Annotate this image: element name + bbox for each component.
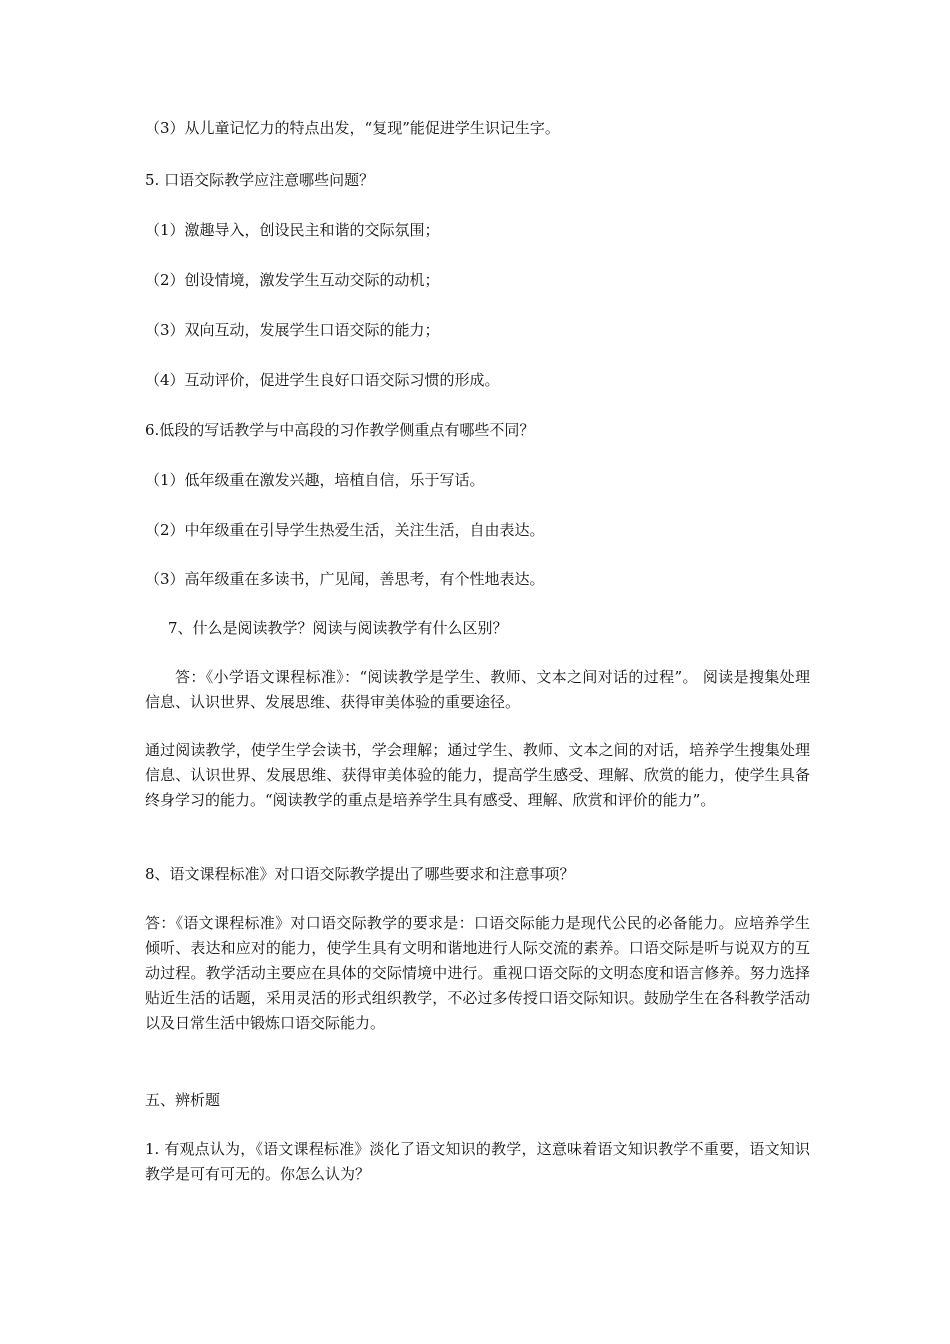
section-5-heading: 五、辨析题 — [145, 1091, 221, 1109]
question-5: 5. 口语交际教学应注意哪些问题？ — [145, 171, 375, 189]
question-8: 8、语文课程标准》对口语交际教学提出了哪些要求和注意事项？ — [145, 865, 575, 883]
answer-6-item-3: （3）高年级重在多读书，广见闻，善思考，有个性地表达。 — [145, 570, 545, 588]
question-7: 7、什么是阅读教学？阅读与阅读教学有什么区别？ — [168, 619, 508, 637]
answer-7-part-2: 通过阅读教学，使学生学会读书，学会理解；通过学生、教师、文本之间的对话，培养学生搜集处理信息、认识世界、发展思维、获得审美体验的能力，提高学生感受、理解、欣赏的能力，使学生具备终身学习的能力。“阅读教学的重点是培养学生具有感受、理解、欣赏和评价的能力”。 — [145, 741, 810, 809]
answer-5-item-2: （2）创设情境，激发学生互动交际的动机； — [145, 271, 440, 289]
analysis-question-1: 1. 有观点认为，《语文课程标准》淡化了语文知识的教学，这意味着语文知识教学不重要，语文知识教学是可有可无的。你怎么认为？ — [145, 1140, 810, 1183]
memory-point-3: （3）从儿童记忆力的特点出发，“复现”能促进学生识记生字。 — [145, 119, 560, 137]
answer-5-item-4: （4）互动评价，促进学生良好口语交际习惯的形成。 — [145, 371, 500, 389]
answer-5-item-1: （1）激趣导入，创设民主和谐的交际氛围； — [145, 221, 440, 239]
answer-8: 答：《语文课程标准》对口语交际教学的要求是：口语交际能力是现代公民的必备能力。应培养学生倾听、表达和应对的能力，使学生具有文明和谐地进行人际交流的素养。口语交际是听与说双方的互动过程。教学活动主要应在具体的交际情境中进行。重视口语交际的文明态度和语言修养。努力选择贴近生活的话题，采用灵活的形式组织教学，不必过多传授口语交际知识。鼓励学生在各科教学活动以及日常生活中锻炼口语交际能力。 — [145, 914, 810, 1032]
answer-5-item-3: （3）双向互动，发展学生口语交际的能力； — [145, 321, 440, 339]
answer-6-item-1: （1）低年级重在激发兴趣，培植自信，乐于写话。 — [145, 471, 485, 489]
answer-6-item-2: （2）中年级重在引导学生热爱生活，关注生活，自由表达。 — [145, 521, 545, 539]
question-6: 6.低段的写话教学与中高段的习作教学侧重点有哪些不同？ — [145, 421, 535, 439]
answer-7-part-1: 答：《小学语文课程标准》：“阅读教学是学生、教师、文本之间对话的过程”。 阅读是搜集处理信息、认识世界、发展思维、获得审美体验的重要途径。 — [145, 668, 811, 711]
